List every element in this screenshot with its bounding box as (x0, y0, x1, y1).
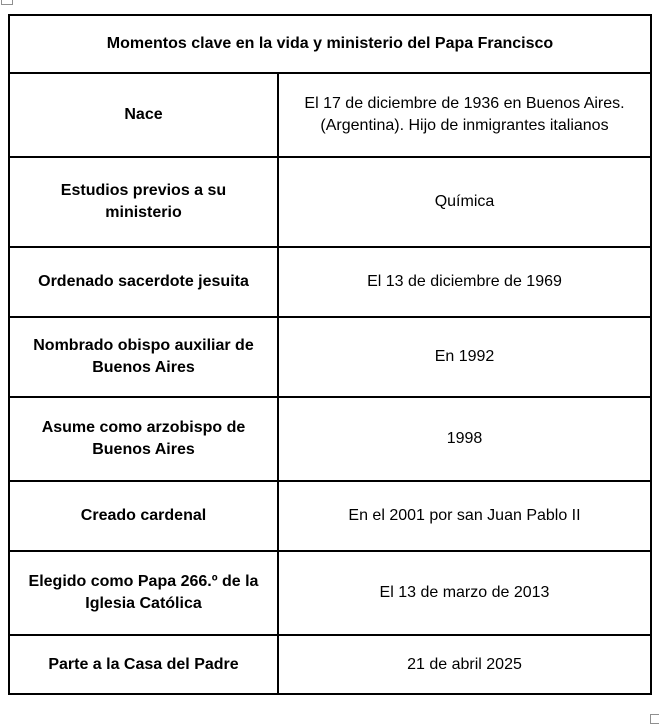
table-title: Momentos clave en la vida y ministerio del Papa Francisco (106, 35, 554, 52)
row-label: Estudios previos a su ministerio (10, 158, 279, 246)
row-value: En el 2001 por san Juan Pablo II (348, 507, 581, 524)
table-row (10, 396, 650, 480)
row-value: 1998 (446, 430, 483, 447)
row-label: Parte a la Casa del Padre (10, 636, 279, 693)
key-moments-table (8, 14, 652, 695)
row-label: Ordenado sacerdote jesuita (10, 248, 279, 316)
table-row (10, 480, 650, 550)
table-row (10, 634, 650, 693)
row-value: 21 de abril 2025 (407, 655, 522, 673)
table-header-row (10, 16, 650, 72)
row-label: Nombrado obispo auxiliar de Buenos Aires (10, 318, 279, 396)
row-label: Asume como arzobispo de Buenos Aires (10, 398, 279, 480)
table-row (10, 156, 650, 246)
table-move-handle-icon[interactable] (1, 0, 13, 5)
row-value: El 17 de diciembre de 1936 en Buenos Aires. (Argentina). Hijo de inmigrantes italianos (304, 95, 625, 134)
row-value: El 13 de marzo de 2013 (379, 584, 550, 601)
table-row (10, 550, 650, 634)
row-label: Nace (10, 74, 279, 156)
row-label: Elegido como Papa 266.º de la Iglesia Católica (10, 552, 279, 634)
table-resize-handle-icon[interactable] (650, 714, 659, 724)
row-value: Química (434, 193, 495, 210)
table-row (10, 316, 650, 396)
row-value: El 13 de diciembre de 1969 (367, 273, 562, 290)
row-label: Creado cardenal (10, 482, 279, 550)
table-row (10, 246, 650, 316)
row-value: En 1992 (434, 348, 495, 365)
table-row (10, 72, 650, 156)
